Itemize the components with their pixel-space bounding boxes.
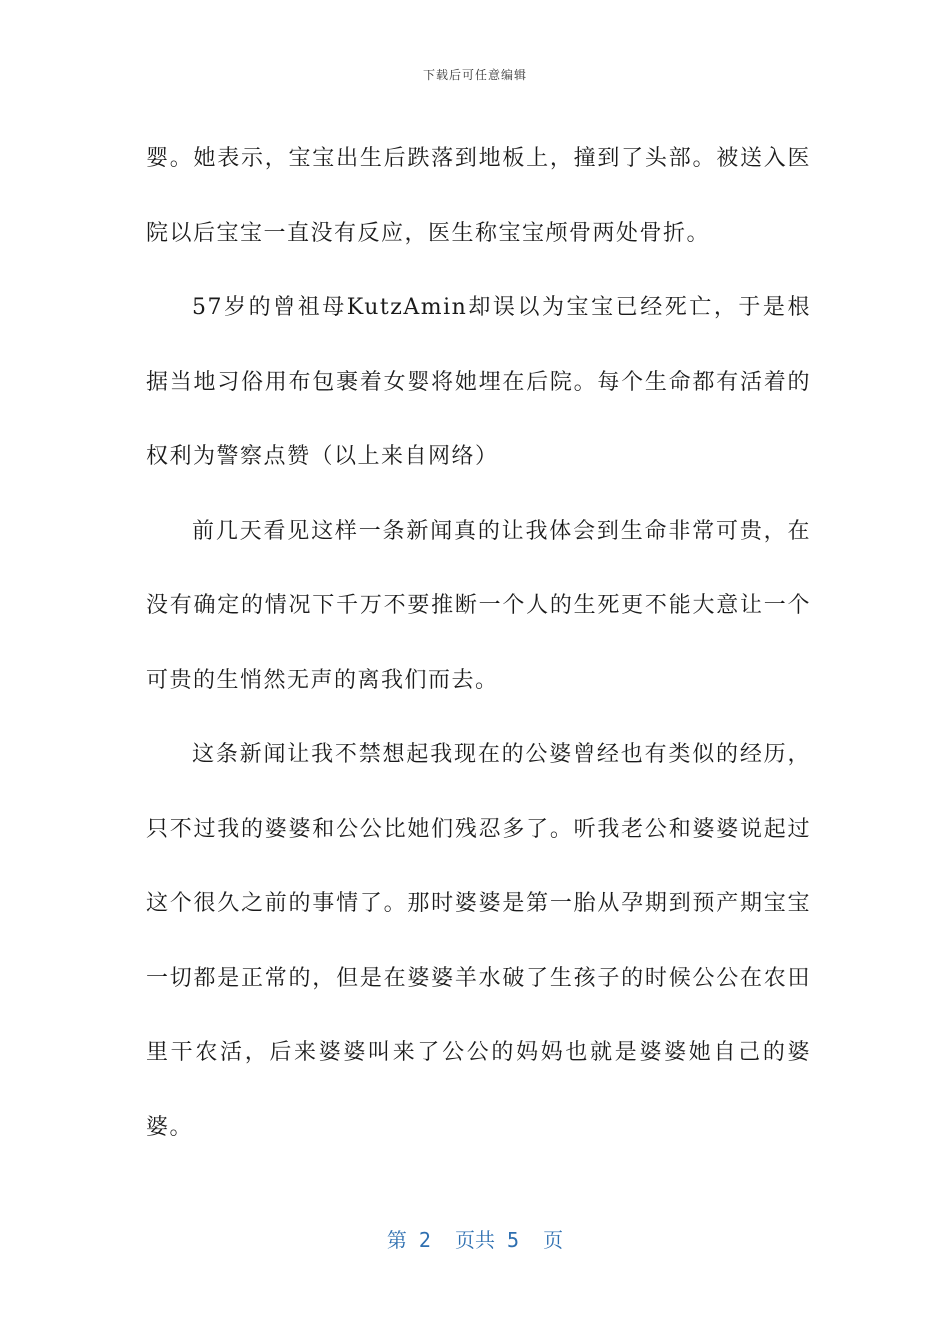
- document-body: [146, 122, 811, 1165]
- paragraph: 这条新闻让我不禁想起我现在的公婆曾经也有类似的经历，只不过我的婆婆和公公比她们残忍多了。听我老公和婆婆说起过这个很久之前的事情了。那时婆婆是第一胎从孕期到预产期宝宝一切都是正常的，但是在婆婆羊水破了生孩子的时候公公在农田里干农活，后来婆婆叫来了公公的妈妈也就是婆婆她自己的婆婆。: [146, 742, 811, 1140]
- page-number-footer: 第 2 页共 5 页: [386, 1228, 564, 1252]
- paragraph-continuation: 婴。她表示，宝宝出生后跌落到地板上，撞到了头部。被送入医院以后宝宝一直没有反应，医生称宝宝颅骨两处骨折。: [146, 146, 811, 246]
- paragraph: 57岁的曾祖母KutzAmin却误以为宝宝已经死亡，于是根据当地习俗用布包裹着女婴将她埋在后院。每个生命都有活着的权利为警察点赞（以上来自网络）: [146, 295, 811, 469]
- header-note: 下载后可任意编辑: [422, 68, 527, 82]
- paragraph: 前几天看见这样一条新闻真的让我体会到生命非常可贵，在没有确定的情况下千万不要推断一个人的生死更不能大意让一个可贵的生悄然无声的离我们而去。: [146, 518, 811, 693]
